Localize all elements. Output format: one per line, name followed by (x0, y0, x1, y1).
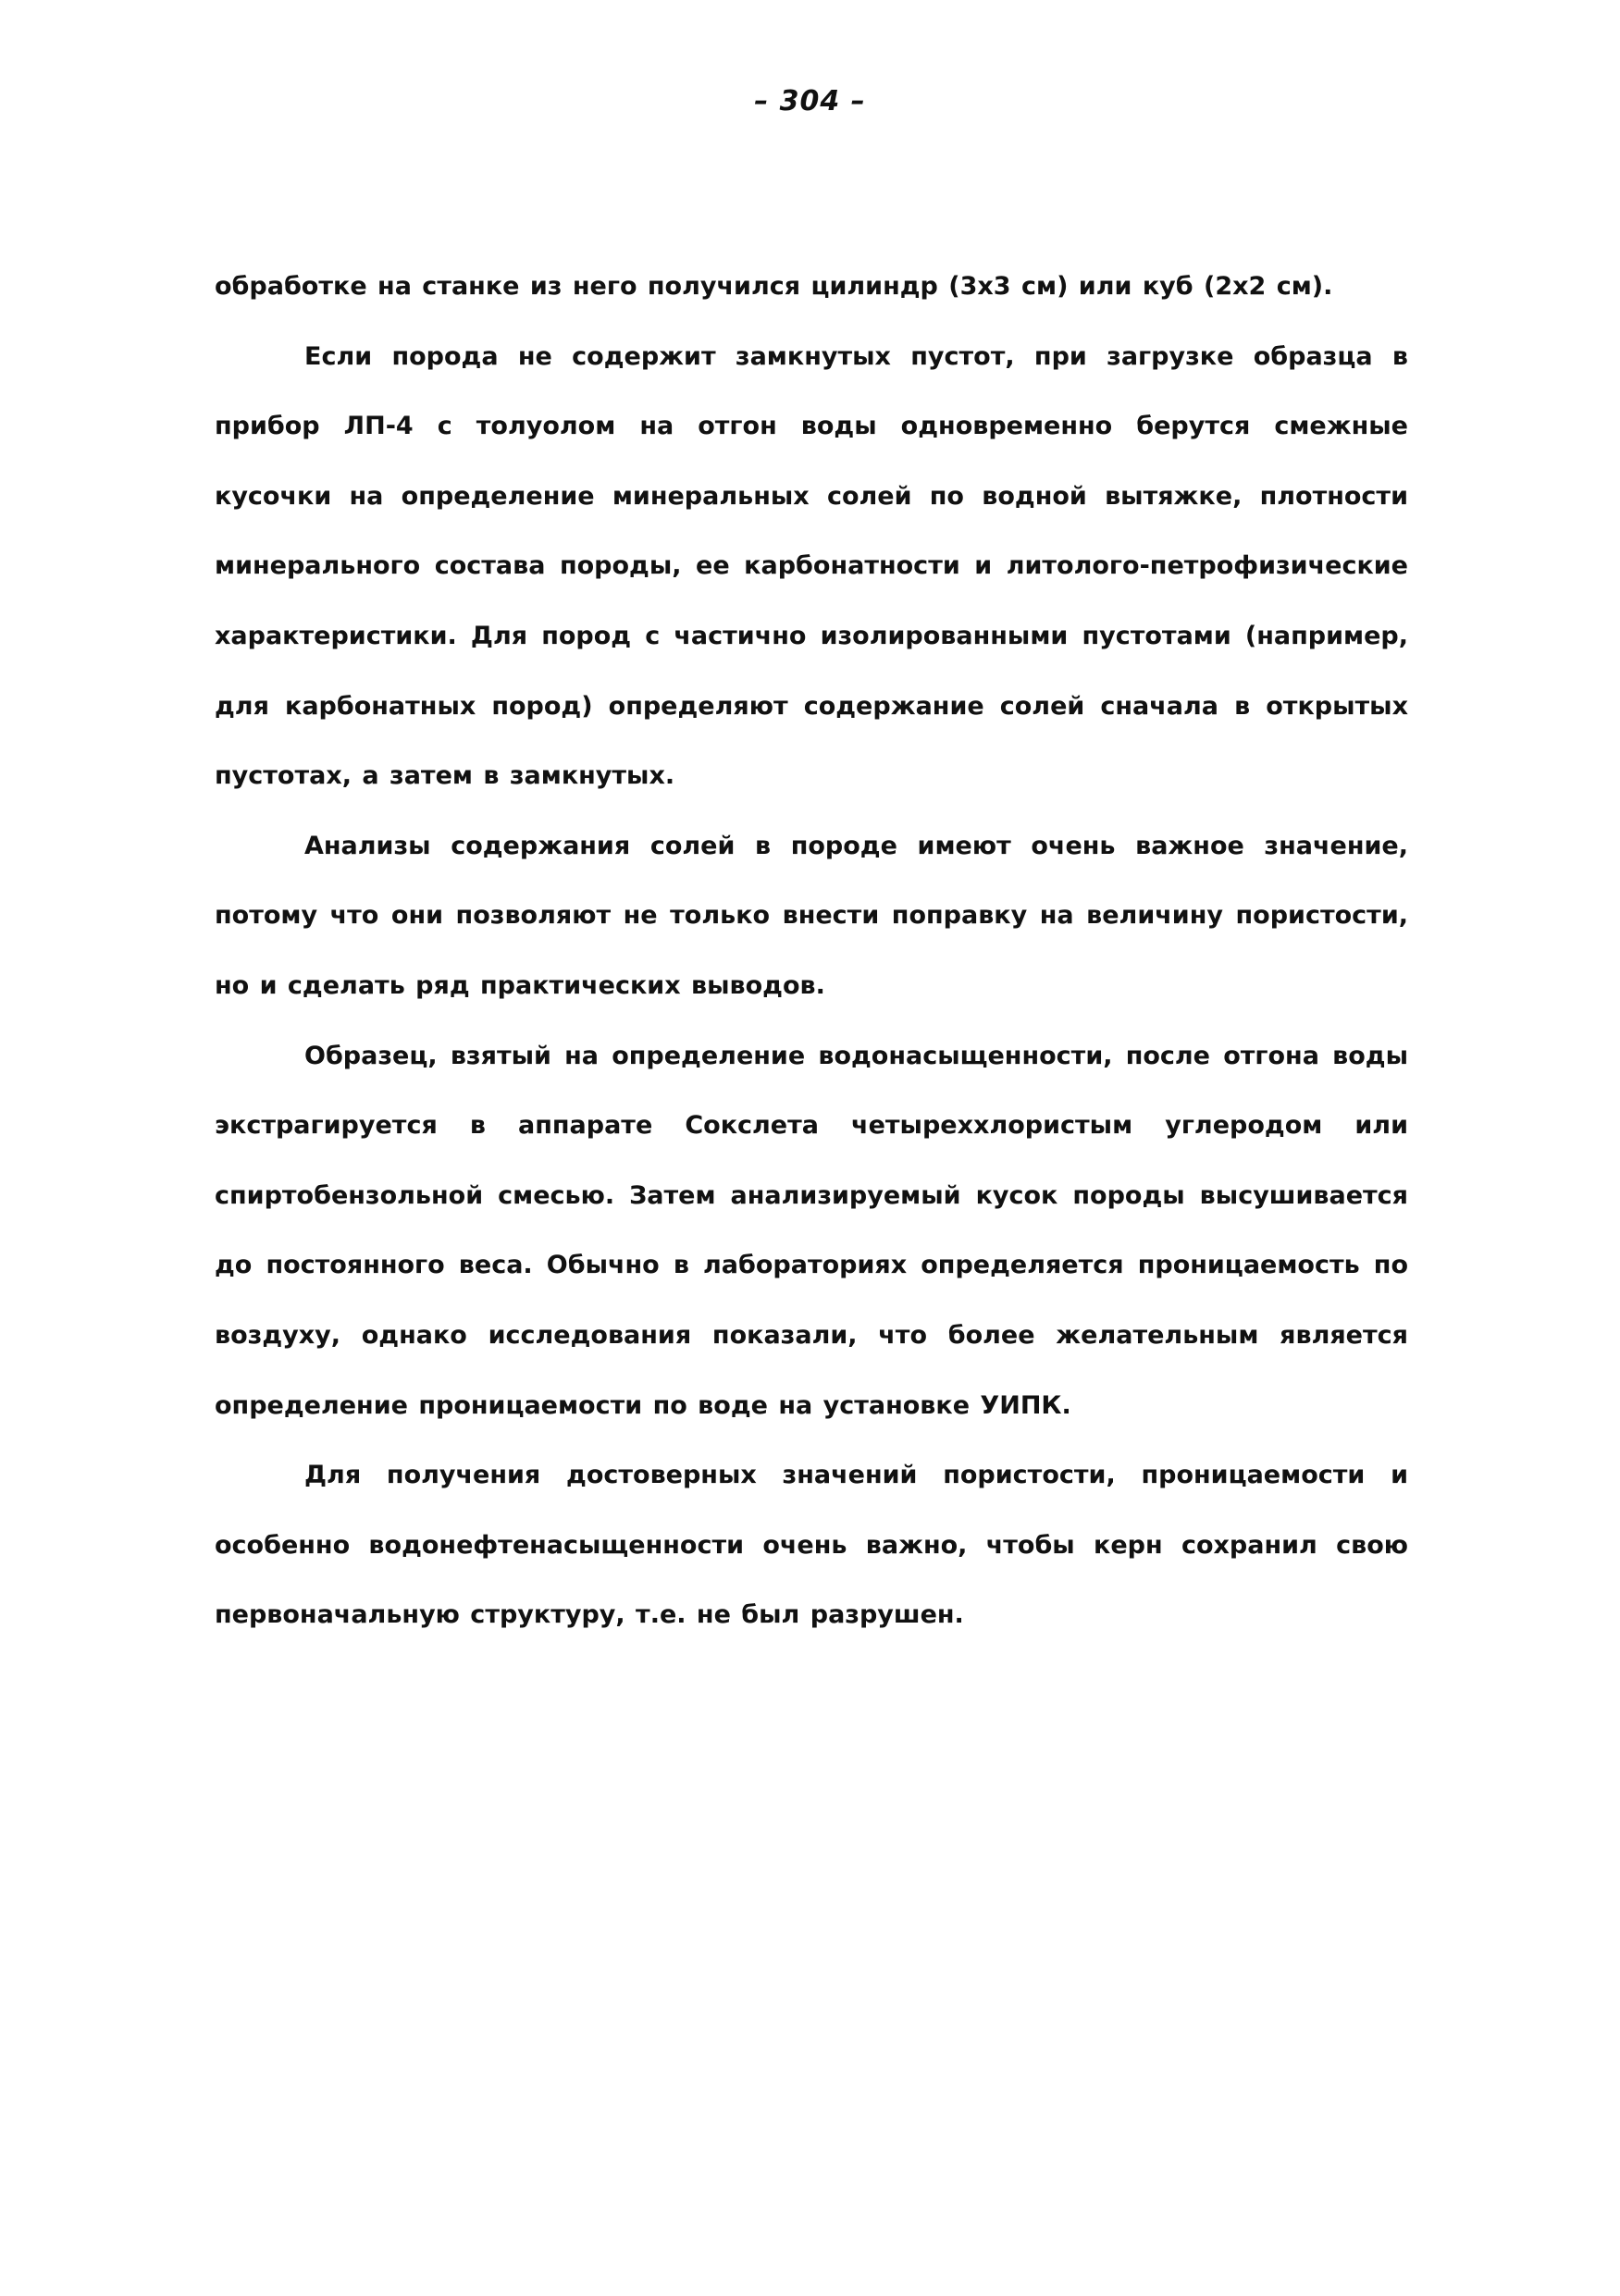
paragraph-continuation: обработке на станке из него получился цилиндр (3х3 см) или куб (2х2 см). (215, 272, 1333, 301)
paragraph-salt-analysis: Анализы содержания солей в породе имеют очень важное значение, потому что они позволяют не только внести поправку на величину пористости, но и сделать ряд практических выводов. (215, 831, 1408, 1000)
paragraph-sample-extraction: Образец, взятый на определение водонасыщенности, после отгона воды экстрагируется в аппарате Сокслета четыреххлористым углеродом или спиртобензольной смесью. Затем анализируемый кусок породы высушивается до постоянного веса. Обычно в лабораториях определяется проницаемость по воздуху, однако исследования показали, что более желательным является определение проницаемости по воде на установке УИПК. (215, 1041, 1408, 1420)
page-number: – 304 – (754, 85, 866, 117)
body-text (215, 252, 1408, 1650)
paragraph-closed-pores: Если порода не содержит замкнутых пустот, при загрузке образца в прибор ЛП-4 с толуолом на отгон воды одновременно берутся смежные кусочки на определение минеральных солей по водной вытяжке, плотности минерального состава породы, ее карбонатности и литолого-петрофизические характеристики. Для пород с частично изолированными пустотами (например, для карбонатных пород) определяют содержание солей сначала в открытых пустотах, а затем в замкнутых. (215, 341, 1408, 791)
paragraph-core-structure: Для получения достоверных значений пористости, проницаемости и особенно водонефтенасыщенности очень важно, чтобы керн сохранил свою первоначальную структуру, т.е. не был разрушен. (215, 1461, 1408, 1630)
